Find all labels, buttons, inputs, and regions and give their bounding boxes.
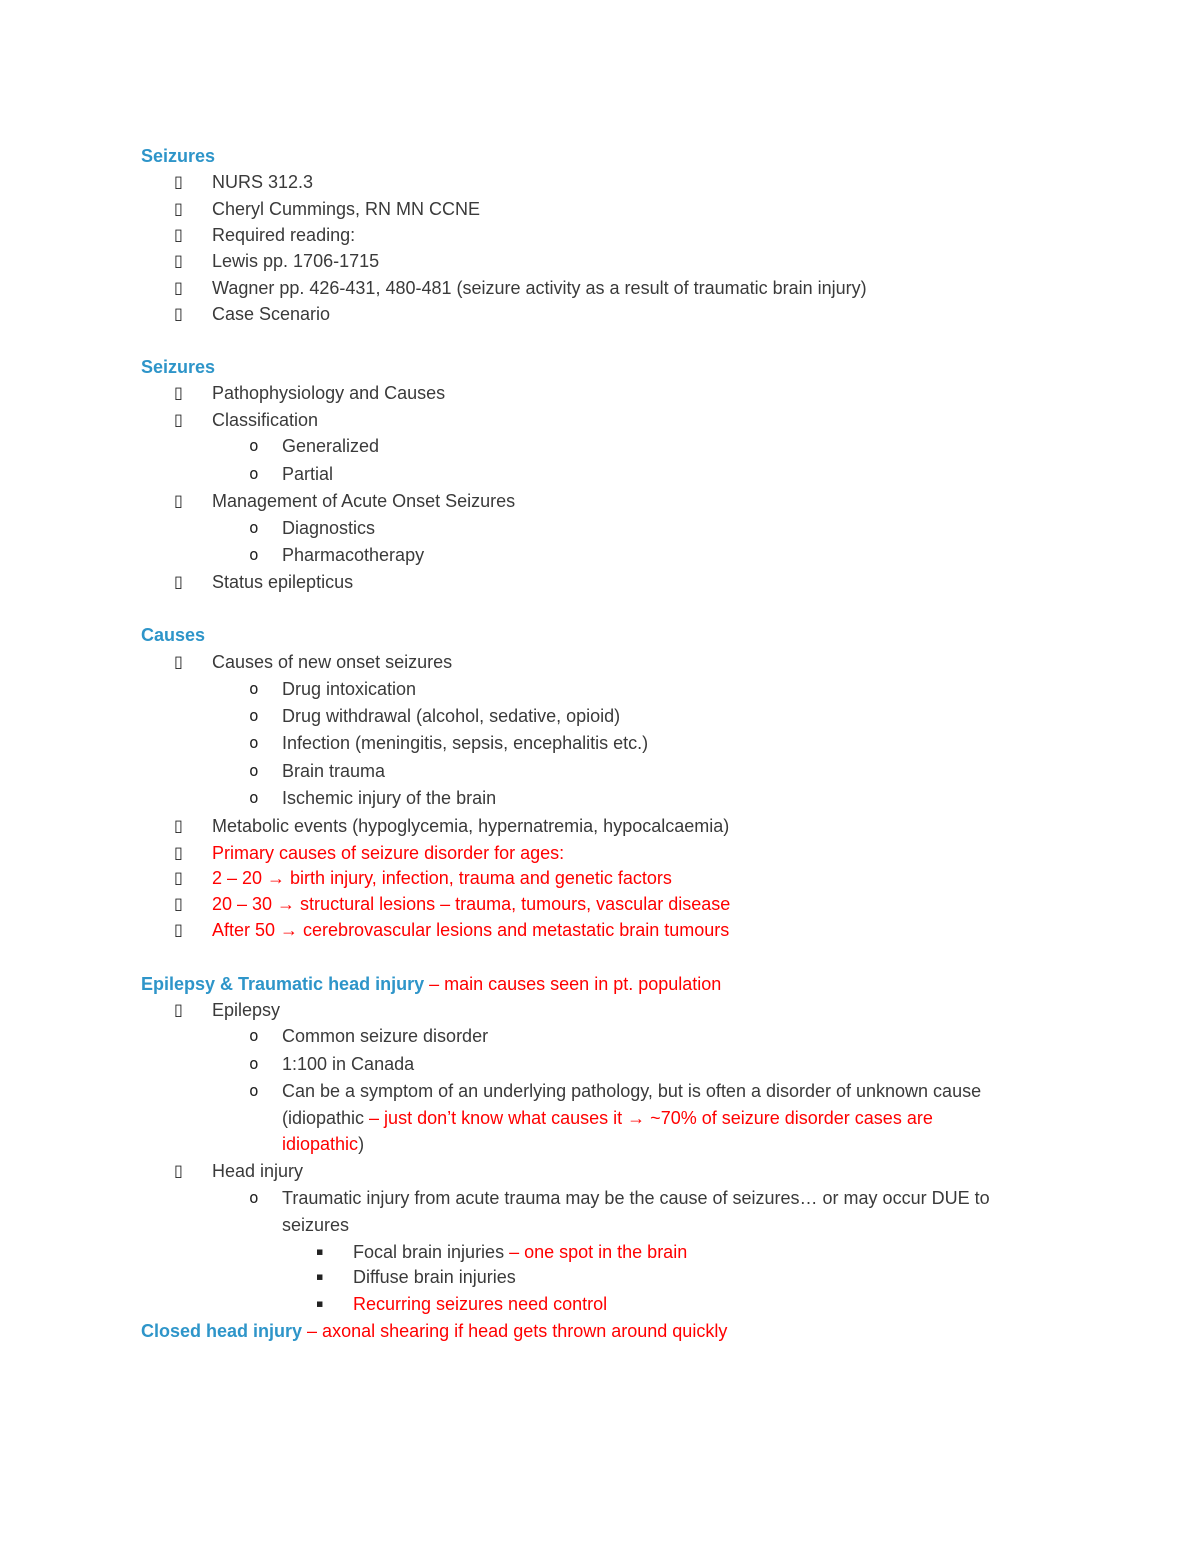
list-item-head-injury: Head injury	[212, 1161, 304, 1181]
sub-sub-item-recurring: Recurring seizures need control	[353, 1294, 608, 1314]
bullet-marker: ▯	[174, 225, 183, 244]
sub-item-pharmacotherapy: Pharmacotherapy	[282, 545, 425, 565]
bullet-marker: ▯	[174, 199, 183, 218]
sub-item-ischemic-injury: Ischemic injury of the brain	[282, 788, 497, 808]
sub-sub-item-diffuse: Diffuse brain injuries	[353, 1267, 516, 1287]
list-item-after-50: After 50 → cerebrovascular lesions and metastatic brain tumours	[212, 920, 730, 940]
sub-item-prevalence: 1:100 in Canada	[282, 1054, 415, 1074]
list-item-lewis: Lewis pp. 1706-1715	[212, 251, 380, 271]
list-item-case: Case Scenario	[212, 304, 331, 324]
section-heading-closed-head-injury	[141, 1320, 727, 1342]
heading-text: Epilepsy & Traumatic head injury	[141, 974, 425, 994]
focal-note: – one spot in the brain	[509, 1242, 688, 1262]
section-heading-seizures-1: Seizures	[141, 146, 216, 166]
sub-sub-item-focal	[353, 1241, 687, 1263]
sub-item-common-disorder: Common seizure disorder	[282, 1026, 489, 1046]
sub-item-partial: Partial	[282, 464, 334, 484]
sub-item-idiopathic-line1	[282, 1107, 933, 1129]
list-item-management: Management of Acute Onset Seizures	[212, 491, 516, 511]
idiopathic-close: )	[358, 1134, 365, 1154]
bullet-marker: ▯	[174, 652, 183, 671]
bullet-marker: ▯	[174, 843, 183, 862]
sub-item-diagnostics: Diagnostics	[282, 518, 376, 538]
sub-bullet-marker: o	[249, 464, 259, 483]
bullet-marker: ▯	[174, 572, 183, 591]
idiopathic-word: idiopathic	[282, 1134, 359, 1154]
square-bullet-marker: ▪	[316, 1270, 324, 1283]
idiopathic-open: (idiopathic	[282, 1108, 370, 1128]
bullet-marker: ▯	[174, 1161, 183, 1180]
sub-bullet-marker: o	[249, 761, 259, 780]
heading-note: – main causes seen in pt. population	[424, 974, 722, 994]
section-heading-seizures-2: Seizures	[141, 357, 216, 377]
sub-bullet-marker: o	[249, 518, 259, 537]
sub-item-symptom: Can be a symptom of an underlying pathology, but is often a disorder of unknown cause	[282, 1081, 982, 1101]
sub-item-drug-intoxication: Drug intoxication	[282, 679, 417, 699]
list-item-status-epilepticus: Status epilepticus	[212, 572, 354, 592]
sub-bullet-marker: o	[249, 436, 259, 455]
sub-bullet-marker: o	[249, 1188, 259, 1207]
list-item-epilepsy: Epilepsy	[212, 1000, 281, 1020]
list-item-instructor: Cheryl Cummings, RN MN CCNE	[212, 199, 481, 219]
list-item-course: NURS 312.3	[212, 172, 314, 192]
list-item-wagner: Wagner pp. 426-431, 480-481 (seizure activity as a result of traumatic brain injury)	[212, 278, 867, 298]
sub-bullet-marker: o	[249, 1081, 259, 1100]
list-item-pathophysiology: Pathophysiology and Causes	[212, 383, 446, 403]
idiopathic-note: – just don’t know what causes it → ~70% of seizure disorder cases are	[369, 1108, 933, 1128]
bullet-marker: ▯	[174, 894, 183, 913]
bullet-marker: ▯	[174, 868, 183, 887]
sub-item-idiopathic-line2	[282, 1133, 364, 1155]
bullet-marker: ▯	[174, 410, 183, 429]
bullet-marker: ▯	[174, 278, 183, 297]
sub-bullet-marker: o	[249, 733, 259, 752]
focal-text: Focal brain injuries	[353, 1242, 510, 1262]
list-item-new-onset: Causes of new onset seizures	[212, 652, 453, 672]
list-item-primary-causes: Primary causes of seizure disorder for ages:	[212, 843, 565, 863]
bullet-marker: ▯	[174, 172, 183, 191]
square-bullet-marker: ▪	[316, 1245, 324, 1258]
square-bullet-marker: ▪	[316, 1297, 324, 1310]
sub-item-generalized: Generalized	[282, 436, 380, 456]
bullet-marker: ▯	[174, 816, 183, 835]
sub-bullet-marker: o	[249, 1026, 259, 1045]
sub-item-drug-withdrawal: Drug withdrawal (alcohol, sedative, opioid)	[282, 706, 621, 726]
sub-bullet-marker: o	[249, 1054, 259, 1073]
bullet-marker: ▯	[174, 920, 183, 939]
section-heading-epilepsy-head-injury	[141, 973, 721, 995]
sub-bullet-marker: o	[249, 788, 259, 807]
bullet-marker: ▯	[174, 1000, 183, 1019]
sub-bullet-marker: o	[249, 706, 259, 725]
heading-text: Closed head injury	[141, 1321, 303, 1341]
bullet-marker: ▯	[174, 383, 183, 402]
sub-bullet-marker: o	[249, 679, 259, 698]
bullet-marker: ▯	[174, 304, 183, 323]
list-item-ages-2-20: 2 – 20 → birth injury, infection, trauma and genetic factors	[212, 868, 672, 888]
list-item-metabolic: Metabolic events (hypoglycemia, hypernatremia, hypocalcaemia)	[212, 816, 730, 836]
sub-bullet-marker: o	[249, 545, 259, 564]
bullet-marker: ▯	[174, 491, 183, 510]
list-item-classification: Classification	[212, 410, 319, 430]
list-item-ages-20-30: 20 – 30 → structural lesions – trauma, tumours, vascular disease	[212, 894, 731, 914]
sub-item-brain-trauma: Brain trauma	[282, 761, 386, 781]
section-heading-causes: Causes	[141, 625, 206, 645]
bullet-marker: ▯	[174, 251, 183, 270]
sub-item-infection: Infection (meningitis, sepsis, encephalitis etc.)	[282, 733, 649, 753]
list-item-reading: Required reading:	[212, 225, 356, 245]
heading-note: – axonal shearing if head gets thrown around quickly	[302, 1321, 728, 1341]
sub-item-traumatic-injury-cont: seizures	[282, 1215, 350, 1235]
sub-item-traumatic-injury: Traumatic injury from acute trauma may be the cause of seizures… or may occur DUE to	[282, 1188, 990, 1208]
